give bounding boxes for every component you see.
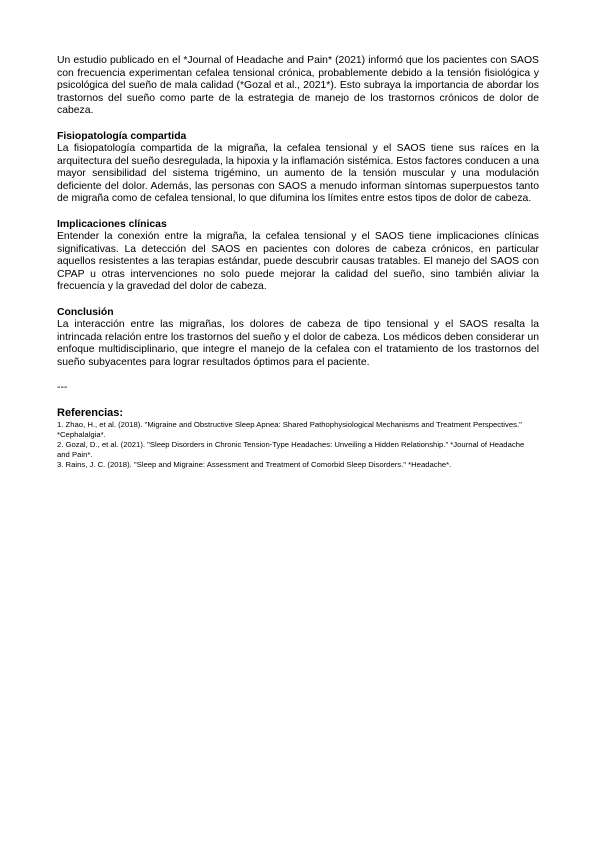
- section-body: Entender la conexión entre la migraña, la cefalea tensional y el SAOS tiene implicaciones clínicas significativas. La detección del SAOS en pacientes con dolores de cabeza crónicos, en particular aquellos resistentes a las terapias estándar, puede descubrir causas tratables. El manejo del SAOS con CPAP u otras intervenciones no solo puede mejorar la calidad del sueño, sino también aliviar la frecuencia y la gravedad del dolor de cabeza.: [57, 231, 539, 292]
- section-heading: Fisiopatología compartida: [57, 130, 187, 142]
- intro-paragraph: Un estudio publicado en el *Journal of Headache and Pain* (2021) informó que los pacientes con SAOS con frecuencia experimentan cefalea tensional crónica, probablemente debido a la tensión fisiológica y psicológica del sueño de mala calidad (*Gozal et al., 2021*). Esto subraya la importancia de abordar los trastornos del sueño como parte de la estrategia de manejo de los trastornos crónicos de dolor de cabeza.: [57, 55, 539, 116]
- section-clinical-implications: [57, 219, 539, 294]
- section-body: La fisiopatología compartida de la migraña, la cefalea tensional y el SAOS tiene sus raíces en la arquitectura del sueño desregulada, la hipoxia y la inflamación sistémica. Estos factores conducen a una mayor sensibilidad del sistema trigémino, un aumento de la tensión muscular y una modulación deficiente del dolor. Además, las personas con SAOS a menudo informan síntomas superpuestos tanto de migraña como de cefalea tensional, lo que difumina los límites entre estos tipos de dolor de cabeza.: [57, 143, 539, 204]
- section-conclusion: [57, 307, 539, 370]
- horizontal-separator: ---: [57, 382, 68, 393]
- references-heading: Referencias:: [57, 406, 124, 419]
- references-section: [57, 407, 539, 470]
- reference-item: 1. Zhao, H., et al. (2018). "Migraine and Obstructive Sleep Apnea: Shared Pathophysiological Mechanisms and Treatment Perspectives." *Cephalalgia*.: [57, 419, 522, 439]
- document-page: [57, 55, 539, 470]
- reference-item: 3. Rains, J. C. (2018). "Sleep and Migraine: Assessment and Treatment of Comorbid Sleep Disorders." *Headache*.: [57, 459, 452, 469]
- section-body: La interacción entre las migrañas, los dolores de cabeza de tipo tensional y el SAOS resalta la intrincada relación entre los trastornos del sueño y el dolor de cabeza. Los médicos deben considerar un enfoque multidisciplinario, que integre el manejo de la cefalea con el tratamiento de los trastornos del sueño subyacentes para lograr resultados óptimos para el paciente.: [57, 319, 539, 368]
- section-heading: Implicaciones clínicas: [57, 218, 167, 230]
- reference-item: 2. Gozal, D., et al. (2021). "Sleep Disorders in Chronic Tension-Type Headaches: Unveiling a Hidden Relationship." *Journal of Headache and Pain*.: [57, 439, 525, 459]
- section-shared-pathophysiology: [57, 131, 539, 206]
- section-heading: Conclusión: [57, 306, 114, 318]
- references-list: [57, 420, 539, 470]
